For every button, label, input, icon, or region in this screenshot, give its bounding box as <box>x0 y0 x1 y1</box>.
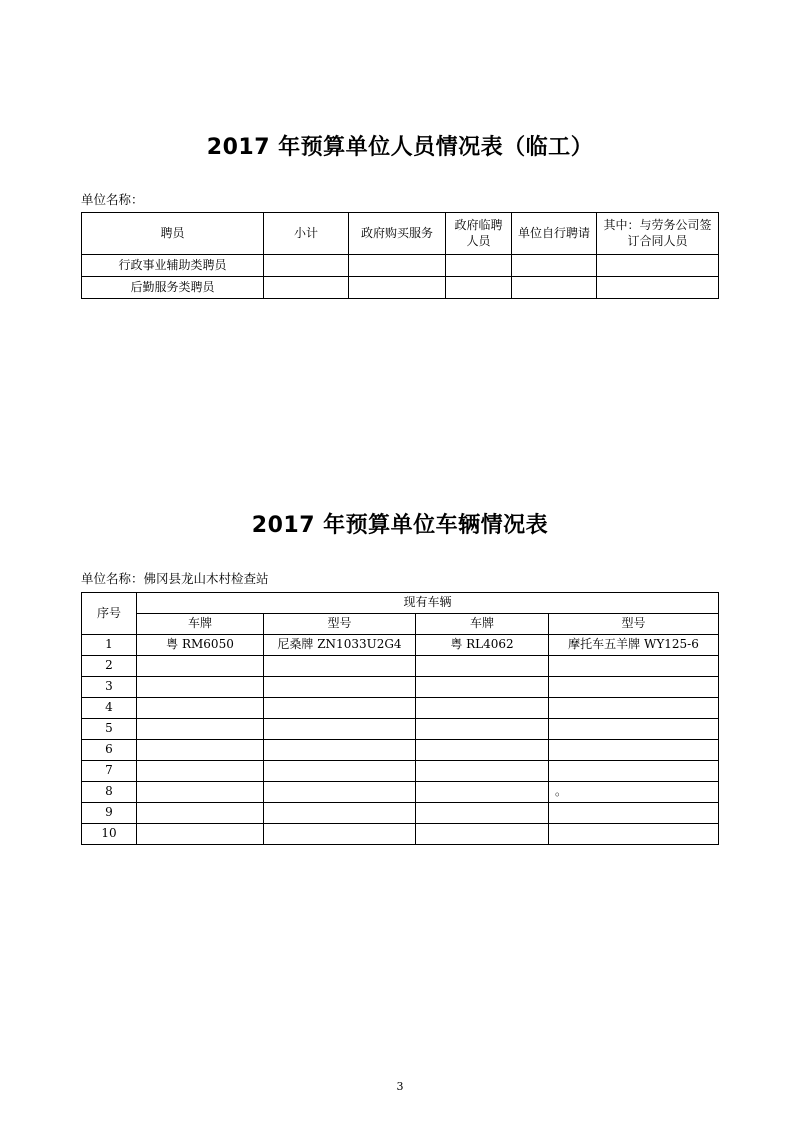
table-cell <box>137 698 264 719</box>
header-cell: 小计 <box>264 213 349 255</box>
table-cell <box>416 698 549 719</box>
table-cell <box>416 803 549 824</box>
table-cell <box>549 677 719 698</box>
table-cell <box>549 740 719 761</box>
header-cell: 政府购买服务 <box>349 213 446 255</box>
table-row <box>82 677 719 698</box>
vehicle-table <box>81 592 719 845</box>
table-cell <box>137 740 264 761</box>
seq-header: 序号 <box>82 593 137 635</box>
table-cell <box>549 761 719 782</box>
row-number: 5 <box>82 719 137 740</box>
table-cell <box>264 698 416 719</box>
table-cell <box>349 255 446 277</box>
table-cell <box>264 761 416 782</box>
header-cell: 型号 <box>264 614 416 635</box>
personnel-table <box>81 212 719 299</box>
table-cell <box>416 656 549 677</box>
table-cell <box>446 277 512 299</box>
row-number: 7 <box>82 761 137 782</box>
table-cell <box>264 719 416 740</box>
vehicle-subheader-row <box>82 614 719 635</box>
page-number: 3 <box>396 1080 404 1093</box>
table-cell <box>264 255 349 277</box>
table-row <box>82 761 719 782</box>
table-cell <box>137 719 264 740</box>
vehicle-table-body <box>82 635 719 845</box>
table-cell: 尼桑牌 ZN1033U2G4 <box>264 635 416 656</box>
table-cell <box>264 782 416 803</box>
table-cell <box>264 824 416 845</box>
row-number: 6 <box>82 740 137 761</box>
vehicle-header-row <box>82 593 719 614</box>
table-cell <box>416 782 549 803</box>
table-cell <box>416 677 549 698</box>
table-cell <box>416 740 549 761</box>
header-cell: 政府临聘人员 <box>446 213 512 255</box>
table-row <box>82 656 719 677</box>
header-cell: 聘员 <box>82 213 264 255</box>
row-number: 10 <box>82 824 137 845</box>
table-cell: 。 <box>549 782 719 803</box>
table-cell <box>264 740 416 761</box>
table-cell <box>597 255 719 277</box>
table-cell: 摩托车五羊牌 WY125-6 <box>549 635 719 656</box>
table-cell <box>264 277 349 299</box>
table-cell: 粤 RL4062 <box>416 635 549 656</box>
table-cell <box>549 719 719 740</box>
table-cell <box>597 277 719 299</box>
table-cell <box>512 255 597 277</box>
table-cell <box>416 761 549 782</box>
vehicle-unit-label: 单位名称：佛冈县龙山木村检查站 <box>81 571 269 586</box>
table-cell <box>137 803 264 824</box>
row-number: 3 <box>82 677 137 698</box>
table-row <box>82 824 719 845</box>
header-cell: 单位自行聘请 <box>512 213 597 255</box>
table-cell <box>512 277 597 299</box>
personnel-header-row <box>82 213 719 255</box>
row-number: 8 <box>82 782 137 803</box>
table-row <box>82 719 719 740</box>
header-cell: 车牌 <box>416 614 549 635</box>
table-cell <box>264 656 416 677</box>
table-cell <box>416 824 549 845</box>
table-cell <box>549 803 719 824</box>
header-cell: 车牌 <box>137 614 264 635</box>
row-number: 4 <box>82 698 137 719</box>
table-row <box>82 277 719 299</box>
vehicle-table-title: 2017 年预算单位车辆情况表 <box>251 513 549 538</box>
row-number: 1 <box>82 635 137 656</box>
table-cell <box>446 255 512 277</box>
table-cell <box>137 782 264 803</box>
table-cell <box>549 698 719 719</box>
table-cell <box>549 824 719 845</box>
personnel-table-title: 2017 年预算单位人员情况表（临工） <box>206 135 594 160</box>
table-cell <box>549 656 719 677</box>
table-row <box>82 255 719 277</box>
row-label: 后勤服务类聘员 <box>82 277 264 299</box>
table-cell <box>137 677 264 698</box>
group-header: 现有车辆 <box>137 593 719 614</box>
table-cell <box>264 677 416 698</box>
table-cell <box>137 656 264 677</box>
table-cell <box>264 803 416 824</box>
table-cell <box>137 761 264 782</box>
table-cell <box>416 719 549 740</box>
table-row <box>82 740 719 761</box>
table-row <box>82 803 719 824</box>
table-cell: 粤 RM6050 <box>137 635 264 656</box>
row-number: 2 <box>82 656 137 677</box>
table-row <box>82 782 719 803</box>
row-number: 9 <box>82 803 137 824</box>
header-cell: 其中：与劳务公司签订合同人员 <box>597 213 719 255</box>
table-cell <box>349 277 446 299</box>
table-cell <box>137 824 264 845</box>
table-row <box>82 698 719 719</box>
row-label: 行政事业辅助类聘员 <box>82 255 264 277</box>
table-row <box>82 635 719 656</box>
header-cell: 型号 <box>549 614 719 635</box>
personnel-unit-label: 单位名称： <box>81 192 144 207</box>
